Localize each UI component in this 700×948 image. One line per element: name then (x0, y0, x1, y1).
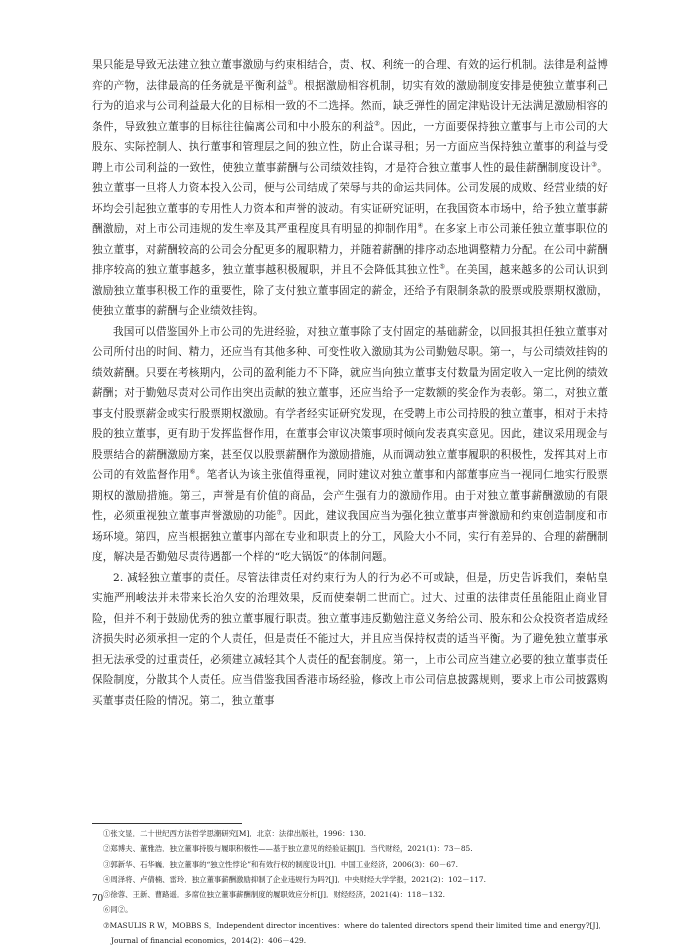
footnote: ④周泽将、卢倩楠、雷玲．独立董事薪酬激励抑制了企业违规行为吗?[J]．中央财经大学学报，2021(2)：102－117. (103, 874, 486, 884)
text: 。因此，一方面要保持独立董事与上市公司的大股东、实际控制人、执行董事和管理层之间的独立性，防止合谋寻租；另一方面应当保持独立董事的利益与受聘上市公司利益的一致性，使独立董事薪酬与公司绩效挂钩，才是符合独立董事人性的最佳薪酬制度设计 (92, 120, 608, 174)
footnote-marker-6: ⑥ (189, 467, 196, 476)
footnote: ①张文显．二十世纪西方法哲学思潮研究[M]．北京：法律出版社，1996：130. (103, 829, 366, 838)
text: 。在多家上市公司兼任独立董事职位的独立董事，对薪酬较高的公司会分配更多的履职精力，并随着薪酬的排序动态地调整精力分配。在公司中薪酬排序较高的独立董事越多，独立董事越积极履职，并且不会降低其独立性 (92, 223, 608, 276)
paragraph-1 (92, 55, 608, 322)
footnotes (92, 826, 608, 948)
footnote-marker-4: ④ (417, 221, 424, 230)
text: 。独立董事一旦将人力资本投入公司，便与公司结成了荣辱与共的命运共同体。公司发展的成败、经营业绩的好坏均会引起独立董事的专用性人力资本和声誉的波动。有实证研究证明，在我国资本市场中，给予独立董事薪酬激励，对上市公司违规的发生率及其严重程度具有明显的抑制作用 (92, 161, 608, 235)
footnote-marker-2: ② (374, 118, 381, 127)
footnote: ⑥同②。 (103, 905, 133, 915)
footnote: ③郭新华、石华巍．独立董事的“独立性悖论”和有效行权的制度设计[J]．中国工业经济，2006(3)：60－67. (103, 859, 458, 869)
footnote-marker-7: ⑦ (276, 508, 283, 517)
text: 2. 减轻独立董事的责任。尽管法律责任对约束行为人的行为必不可或缺，但是，历史告诉我们，秦帖皇实施严刑峻法并未带来长治久安的治理效果，反而使秦朝二世而亡。过大、过重的法律责任虽能阻止商业冒险，但并不利于鼓励优秀的独立董事履行职责。独立董事违反勤勉注意义务给公司、股东和公众投资者造成经济损失时必须承担一定的个人责任，但是责任不能过大，并且应当保持权责的适当平衡。为了避免独立董事承担无法承受的过重责任，必须建立减轻其个人责任的配套制度。第一，上市公司应当建立必要的独立董事责任保险制度，分散其个人责任。应当借鉴我国香港市场经验，修改上市公司信息披露规则，要求上市公司披露购买董事责任险的情况。第二，独立董事 (92, 571, 608, 707)
text: 我国可以借鉴国外上市公司的先进经验，对独立董事除了支付固定的基础薪金，以回报其担任独立董事对公司所付出的时间、精力，还应当有其他多种、可变性收入激励其为公司勤勉尽职。第一，与公司绩效挂钩的绩效薪酬。只要在考核期内，公司的盈利能力不下降，就应当向独立董事支付数量为固定收入一定比例的绩效薪酬；对于勤勉尽责对公司作出突出贡献的独立董事，还应当给予一定数额的奖金作为表彰。第二，对独立董事支付股票薪金或实行股票期权激励。有学者经实证研究发现，在受聘上市公司持股的独立董事，相对于未持股的独立董事，更有助于发挥监督作用，在董事会审议决策事项时倾向发表真实意见。因此，建议采用现金与股票结合的薪酬激励方案，甚至仅以股票薪酬作为激励措施，从而调动独立董事履职的积极性，发挥其对上市公司的有效监督作用 (92, 325, 608, 481)
footnote-marker-3: ③ (591, 159, 598, 168)
footnote: ⑤徐蓉、王新、曹路遥．多席位独立董事薪酬制度的履职效应分析[J]．财经经济，2021(4)：118－132. (103, 890, 446, 900)
page-number: 70 (92, 892, 103, 904)
footnote-marker-5: ⑤ (439, 262, 446, 271)
body-text (92, 55, 608, 711)
text: 。因此，建议我国应当为强化独立董事声誉激励和约束创造制度和市场环境。第四，应当根据独立董事内部在专业和职责上的分工，风险大小不同，实行有差异的、合理的薪酬制度，解决是否勤勉尽责待遇都一个样的“吃大锅饭”的体制问题。 (92, 510, 608, 563)
text: 果只能是导致无法建立独立董事激励与约束相结合，责、权、利统一的合理、有效的运行机制。法律是利益博弈的产物，法律最高的任务就是平衡利益 (92, 59, 608, 92)
text: 。根据激励相容机制，切实有效的激励制度安排是使独立董事利己行为的追求与公司利益最大化的目标相一致的不二选择。然而，缺乏弹性的固定津贴设计无法满足激励相容的条件，导致独立董事的目标往往偏离公司和中小股东的利益 (92, 79, 608, 133)
footnote-divider (92, 823, 242, 824)
paragraph-3 (92, 568, 608, 712)
footnote: ②郑博夫、董雅浩．独立董事持股与履职积极性——基于独立意见的经验证据[J]．当代财经，2021(1)：73－85. (103, 844, 473, 854)
text: 。笔者认为该主张值得重视，同时建议对独立董事和内部董事应当一视同仁地实行股票期权的激励措施。第三，声誉是有价值的商品，会产生强有力的激励作用。由于对独立董事薪酬激励的有限性，必须重视独立董事声誉激励的功能 (92, 469, 608, 522)
paragraph-2 (92, 322, 608, 568)
footnote: ⑦MASULIS R W，MOBBS S．Independent director incentives：where do talented directors spend their limited time and energy?[J]．Journal of financial economics，2014(2)：406－429. (103, 920, 606, 946)
text: 。在美国，越来越多的公司认识到激励独立董事积极工作的重要性，除了支付独立董事固定的薪金，还给予有限制条款的股票或股票期权激励，使独立董事的薪酬与企业绩效挂钩。 (92, 264, 609, 317)
footnote-marker-1: ① (287, 77, 294, 86)
